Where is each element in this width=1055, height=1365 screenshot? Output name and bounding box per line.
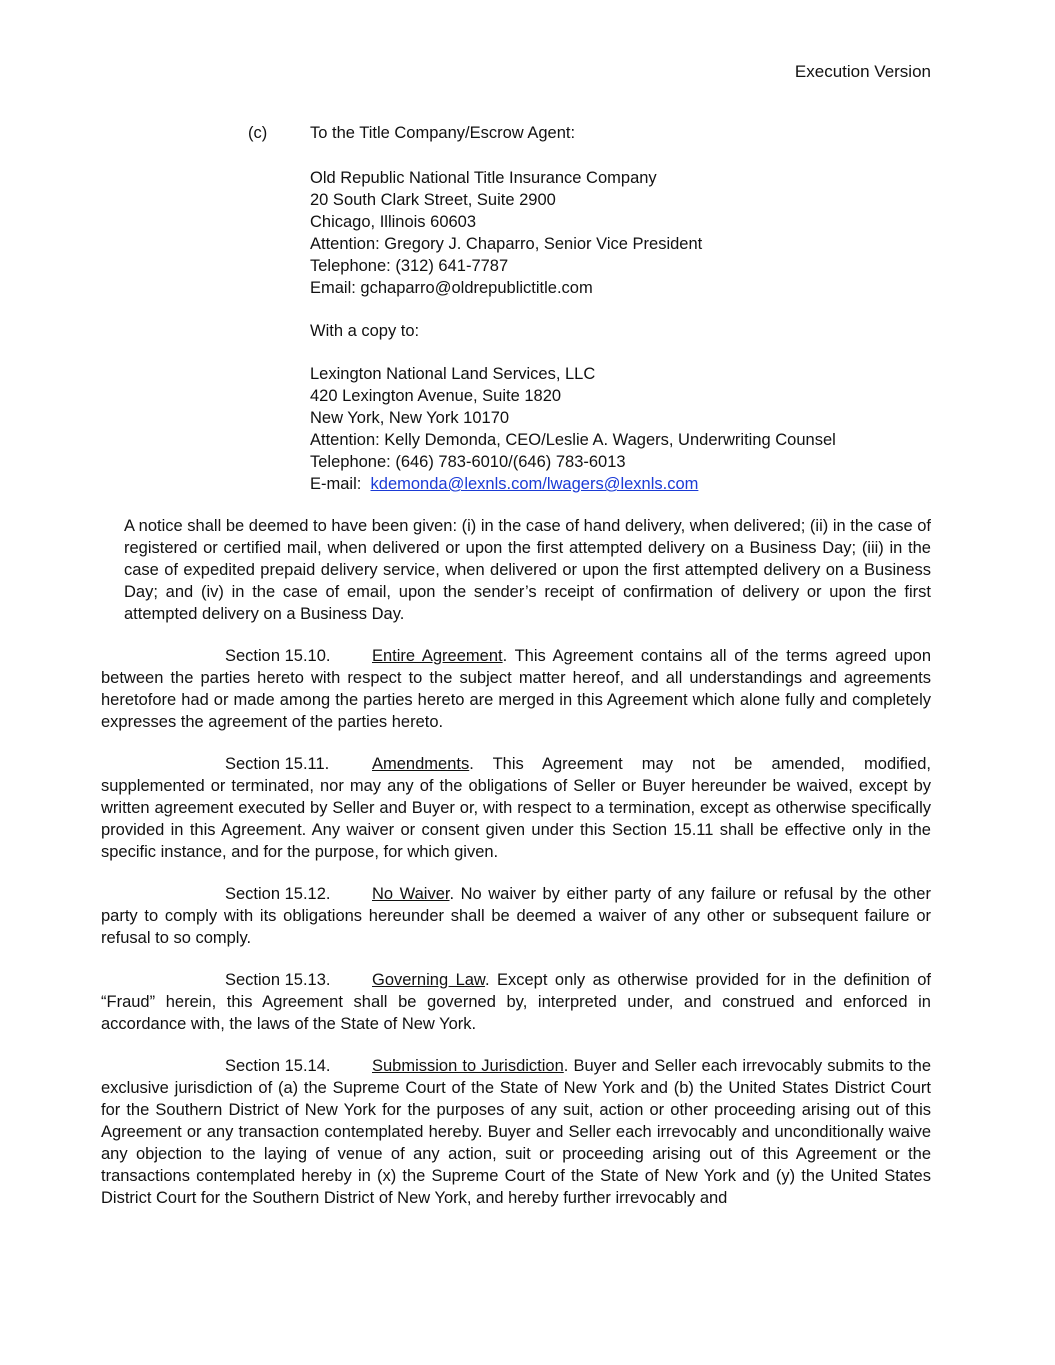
section-title: Submission to Jurisdiction [372,1057,564,1075]
section-title: No Waiver [372,885,450,903]
address-line: Telephone: (646) 783-6010/(646) 783-6013 [310,453,626,471]
section-submission-to-jurisdiction [101,1055,931,1209]
title-company-address [310,167,702,299]
copy-address [310,363,836,495]
section-amendments [101,753,931,863]
section-title: Governing Law [372,971,485,989]
clause-c-title: To the Title Company/Escrow Agent: [310,124,576,142]
address-line: 420 Lexington Avenue, Suite 1820 [310,387,562,405]
section-body: . Buyer and Seller each irrevocably submits to the exclusive jurisdiction of (a) the Supreme Court of the State of New York and (b) the United States District Court for the Southern District of New York for the purposes of any suit, action or other proceeding arising out of this Agreement or any transaction contemplated hereby. Buyer and Seller each irrevocably and unconditionally waive any objection to the laying of venue of any action, suit or proceeding arising out of this Agreement or the transactions contemplated hereby in (x) the Supreme Court of the State of New York and (y) the United States District Court for the Southern District of New York, and hereby further irrevocably and [101,1057,931,1207]
section-body: . No waiver by either party of any failure or refusal by the other party to comply with its obligations hereunder shall be deemed a waiver of any other or subsequent failure or refusal to so comply. [101,885,931,947]
section-number: Section 15.11. [225,755,330,773]
address-line: Attention: Kelly Demonda, CEO/Leslie A. Wagers, Underwriting Counsel [310,431,836,449]
clause-c-label: (c) [248,124,268,142]
email-line [310,473,836,495]
address-line: Lexington National Land Services, LLC [310,365,596,383]
section-body: . Except only as otherwise provided for in the definition of “Fraud” herein, this Agreement shall be governed by, interpreted under, and construed and enforced in accordance with, the laws of the State of New York. [101,971,931,1033]
document-version-header: Execution Version [794,62,931,81]
section-number: Section 15.12. [225,885,331,903]
section-entire-agreement [101,645,931,733]
section-number: Section 15.10. [225,647,331,665]
section-no-waiver [101,883,931,949]
section-number: Section 15.13. [225,971,331,989]
section-title: Amendments [372,755,470,773]
email-link[interactable]: kdemonda@lexnls.com/lwagers@lexnls.com [370,475,699,493]
address-line: Email: gchaparro@oldrepublictitle.com [310,279,593,297]
email-prefix: E-mail: [310,475,371,493]
section-number: Section 15.14. [225,1057,331,1075]
copy-to-label: With a copy to: [310,322,420,340]
address-line: 20 South Clark Street, Suite 2900 [310,191,556,209]
address-line: New York, New York 10170 [310,409,510,427]
address-line: Telephone: (312) 641-7787 [310,257,509,275]
section-body: . This Agreement contains all of the terms agreed upon between the parties hereto with respect to the subject matter hereof, and all understandings and agreements heretofore had or made among the parties hereto are merged in this Agreement which alone fully and completely expresses the agreement of the parties hereto. [101,647,931,731]
address-line: Old Republic National Title Insurance Company [310,169,657,187]
section-title: Entire Agreement [372,647,503,665]
notice-paragraph: A notice shall be deemed to have been given: (i) in the case of hand delivery, when delivered; (ii) in the case of registered or certified mail, when delivered or upon the first attempted delivery on a Business Day; (iii) in the case of expedited prepaid delivery service, when delivered or upon the first attempted delivery on a Business Day; and (iv) in the case of email, upon the sender’s receipt of confirmation of delivery or upon the first attempted delivery on a Business Day. [124,517,931,623]
section-body: . This Agreement may not be amended, modified, supplemented or terminated, nor may any of the obligations of Seller or Buyer hereunder be waived, except by written agreement executed by Seller and Buyer or, with respect to a termination, except as otherwise specifically provided in this Agreement. Any waiver or consent given under this Section 15.11 shall be effective only in the specific instance, and for the purpose, for which given. [101,755,931,861]
address-line: Chicago, Illinois 60603 [310,213,477,231]
section-governing-law [101,969,931,1035]
address-line: Attention: Gregory J. Chaparro, Senior Vice President [310,235,703,253]
